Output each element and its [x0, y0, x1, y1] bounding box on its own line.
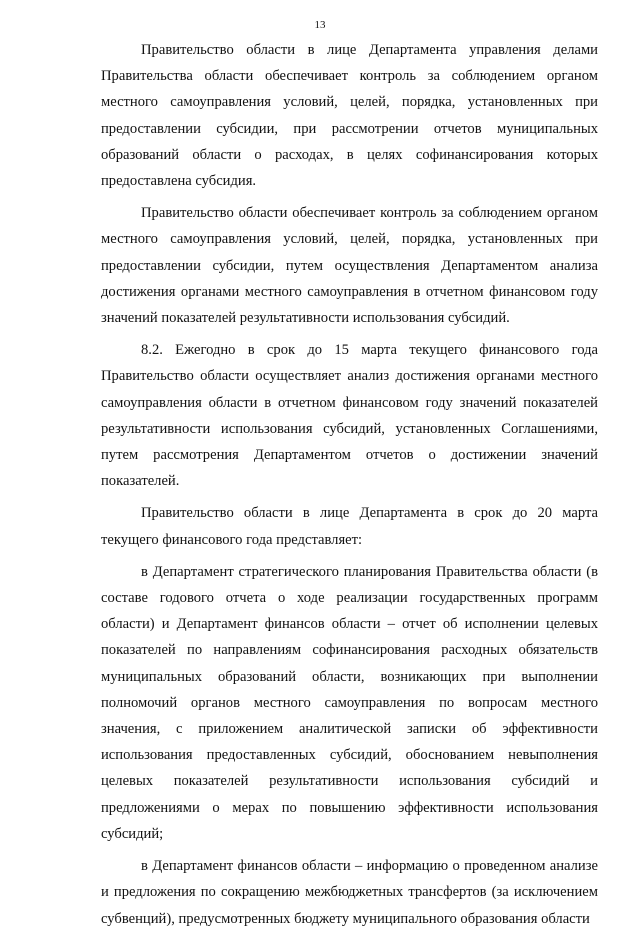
paragraph-control-department: Правительство области в лице Департамента управления делами Правительства области обеспечивает контроль за соблюдением органом местного самоуправления условий, целей, порядка, установленных при предоставлении субсидии, при рассмотрении отчетов муниципальных образований области о расходах, в целях софинансирования которых предоставлена субсидия. [101, 42, 598, 190]
paragraph-section-8-2: 8.2. Ежегодно в срок до 15 марта текущего финансового года Правительство области осуществляет анализ достижения органами местного самоуправления области в отчетном финансовом году значений показателей результативности использования субсидий, установленных Соглашениями, путем рассмотрения Департаментом отчетов о достижении значений показателей. [101, 342, 598, 490]
paragraph-report-deadline: Правительство области в лице Департамента в срок до 20 марта текущего финансового года представляет: [101, 505, 598, 548]
paragraph-control-analysis: Правительство области обеспечивает контроль за соблюдением органом местного самоуправления условий, целей, порядка, установленных при предоставлении субсидии, путем осуществления Департаментом анализа достижения органами местного самоуправления в отчетном финансовом году значений показателей результативности использования субсидий. [101, 205, 598, 327]
document-body [101, 37, 598, 932]
paragraph-strategic-department: в Департамент стратегического планирования Правительства области (в составе годового отчета о ходе реализации государственных программ области) и Департамент финансов области – отчет об исполнении целевых показателей по направлениям софинансирования расходных обязательств муниципальных образований области, возникающих при выполнении полномочий органов местного самоуправления по вопросам местного значения, с приложением аналитической записки об эффективности использования предоставленных субсидий, обоснованием невыполнения целевых показателей результативности использования субсидий и предложениями о мерах по повышению эффективности использования субсидий; [101, 563, 598, 842]
page-number: 13 [314, 19, 326, 31]
paragraph-finance-department: в Департамент финансов области – информацию о проведенном анализе и предложения по сокращению межбюджетных трансфертов (за исключением субвенций), предусмотренных бюджету муниципального образования области [101, 858, 598, 927]
